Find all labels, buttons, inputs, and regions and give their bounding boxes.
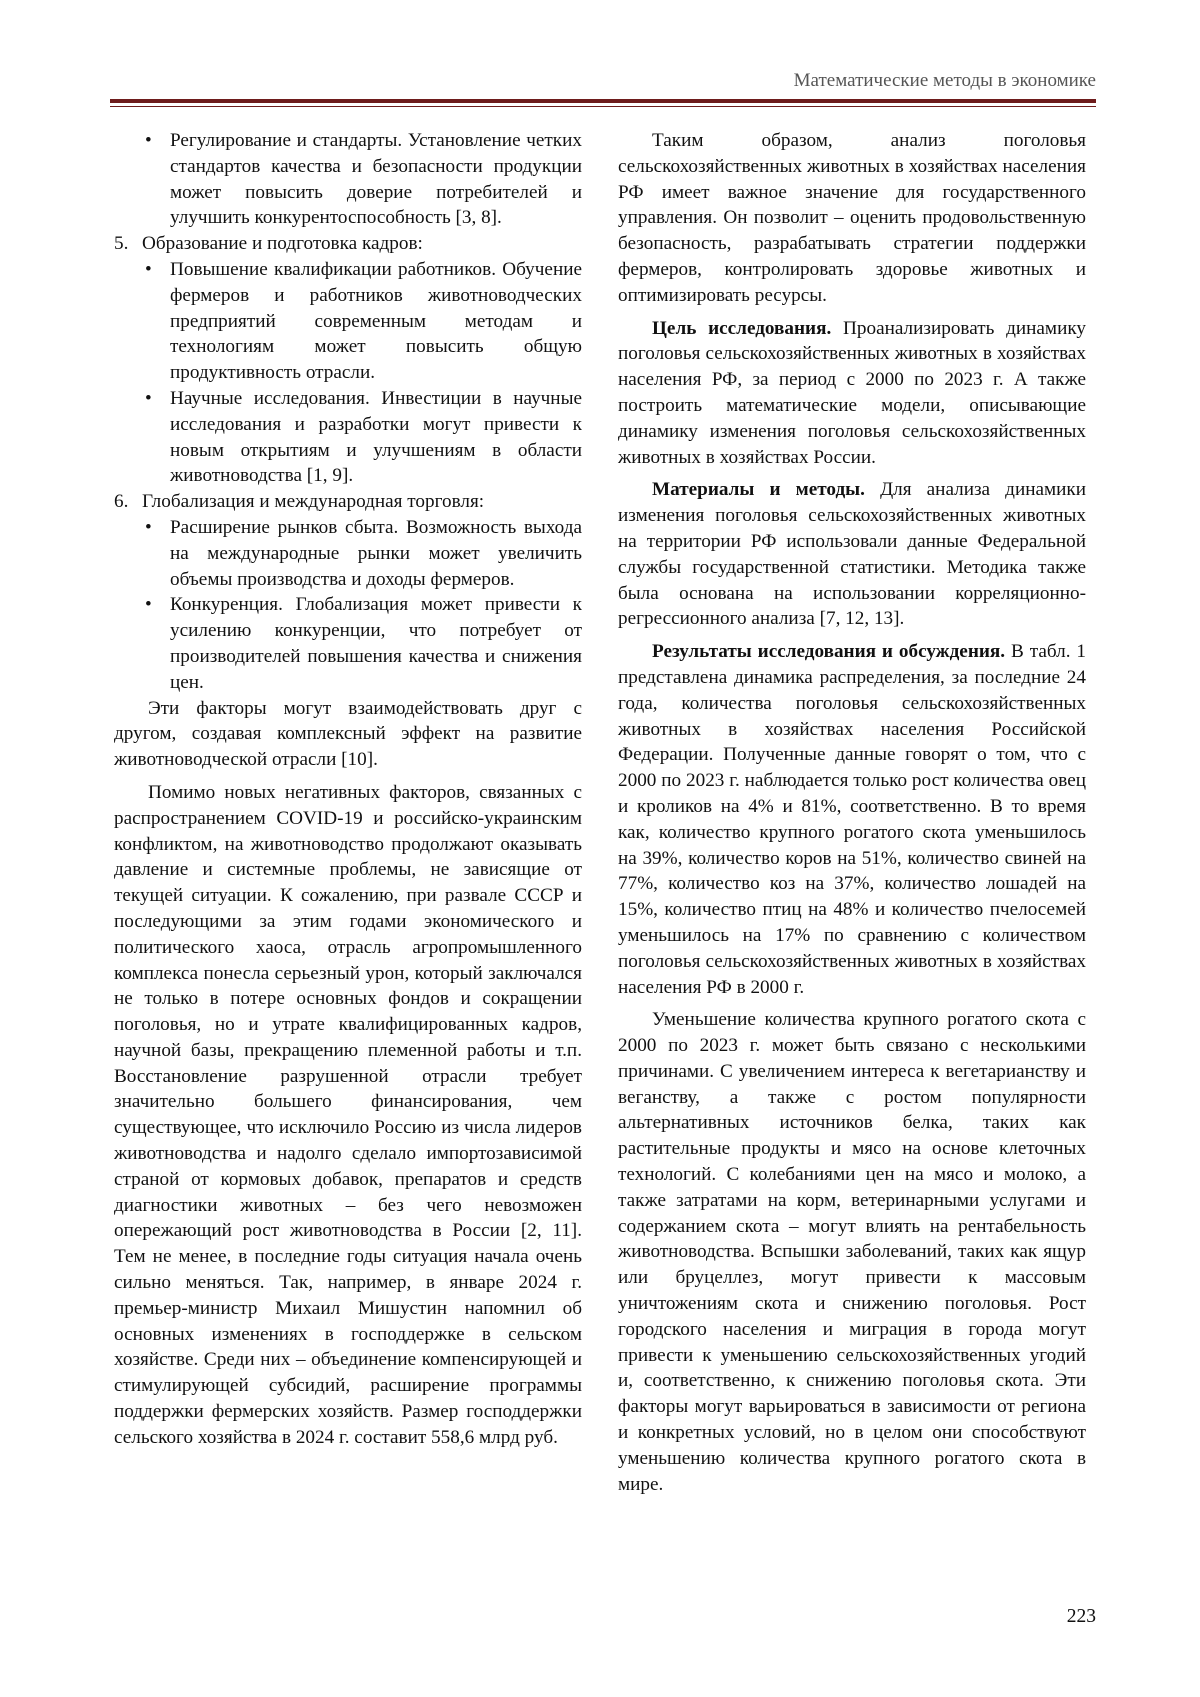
- item-title: Глобализация и международная торговля:: [142, 491, 485, 513]
- numbered-item-5: [114, 231, 582, 489]
- goal-text: Проанализировать динамику поголовья сельскохозяйственных животных в хозяйствах населения РФ, за период с 2000 по 2023 г. А также построить математические модели, описывающие динамику изменения поголовья сельскохозяйственных животных в хозяйствах России.: [618, 317, 1086, 468]
- left-column: [114, 128, 582, 1451]
- right-column: [618, 128, 1086, 1497]
- bullet-qualification: • Повышение квалификации работников. Обучение фермеров и работников животноводческих предприятий современным методам и технологиям может повысить общую продуктивность отрасли.: [170, 257, 582, 386]
- methods-text: Для анализа динамики изменения поголовья сельскохозяйственных животных на территории РФ использовали данные Федеральной службы государственной статистики. Методика также была основана на использовании корреляционно-регрессионного анализа [7, 12, 13].: [618, 479, 1086, 630]
- bullet-competition: • Конкуренция. Глобализация может привести к усилению конкуренции, что потребует от производителей повышения качества и снижения цен.: [170, 592, 582, 695]
- item-number: 6.: [114, 491, 129, 513]
- paragraph-methods: [618, 477, 1086, 632]
- results-heading: Результаты исследования и обсуждения.: [652, 641, 1006, 663]
- bullet-markets: • Расширение рынков сбыта. Возможность выхода на международные рынки может увеличить объемы производства и доходы фермеров.: [170, 515, 582, 592]
- numbered-item-6: [114, 489, 582, 695]
- methods-heading: Материалы и методы.: [652, 479, 865, 501]
- paragraph-results: [618, 639, 1086, 1000]
- page-number: 223: [1066, 1606, 1096, 1627]
- bullet-research: • Научные исследования. Инвестиции в научные исследования и разработки могут привести к новым открытиям и улучшениям в области животноводства [1, 9].: [170, 386, 582, 489]
- paragraph-importance: Таким образом, анализ поголовья сельскохозяйственных животных в хозяйствах населения РФ имеет важное значение для государственного управления. Он позволит – оценить продовольственную безопасность, разрабатывать стратегии поддержки фермеров, контролировать здоровье животных и оптимизировать ресурсы.: [618, 130, 1086, 306]
- header-rule-thick: [110, 99, 1096, 103]
- item5-bullets: [114, 257, 582, 489]
- paragraph-goal: [618, 316, 1086, 471]
- item6-bullets: [114, 515, 582, 696]
- header-rule-thin: [110, 106, 1096, 107]
- paragraph-factors: Эти факторы могут взаимодействовать друг с другом, создавая комплексный эффект на развитие животноводческой отрасли [10].: [114, 697, 582, 771]
- paragraph-systemic-problems: Помимо новых негативных факторов, связанных с распространением COVID-19 и российско-украинским конфликтом, на животноводство продолжают оказывать давление и системные проблемы, не зависящие от текущей ситуации. К сожалению, при развале СССР и последующими за этим годами экономического и политического хаоса, отрасль агропромышленного комплекса понесла серьезный урон, который заключался не только в потере основных фондов и сокращении поголовья, но и утрате квалифицированных кадров, научной базы, прекращению племенной работы и т.п. Восстановление разрушенной отрасли требует значительно большего финансирования, чем существующее, что исключило Россию из числа лидеров животноводства и надолго сделало импортозависимой страной от кормовых добавок, препаратов и средств диагностики животных – без чего невозможен опережающий рост животноводства в России [2, 11]. Тем не менее, в последние годы ситуация начала очень сильно меняться. Так, например, в январе 2024 г. премьер-министр Михаил Мишустин напомнил об основных изменениях в господдержке в сельском хозяйстве. Среди них – объединение компенсирующей и стимулирующей субсидий, расширение программы поддержки фермерских хозяйств. Размер господдержки сельского хозяйства в 2024 г. составит 558,6 млрд руб.: [114, 781, 582, 1448]
- bullet-regulation: • Регулирование и стандарты. Установление четких стандартов качества и безопасности продукции может повысить доверие потребителей и улучшить конкурентоспособность [3, 8].: [170, 128, 582, 231]
- goal-heading: Цель исследования.: [652, 317, 832, 339]
- paragraph-cattle-decline: Уменьшение количества крупного рогатого скота с 2000 по 2023 г. может быть связано с несколькими причинами. С увеличением интереса к вегетарианству и веганству, а также с ростом популярности альтернативных источников белка, таких как растительные продукты и мясо на основе клеточных технологий. С колебаниями цен на мясо и молоко, а также затратами на корм, ветеринарными услугами и содержанием скота – могут влиять на рентабельность животноводства. Вспышки заболеваний, таких как ящур или бруцеллез, могут привести к массовым уничтожениям скота и снижению поголовья. Рост городского населения и миграция в города могут привести к уменьшению сельскохозяйственных угодий и, соответственно, к снижению поголовья скота. Эти факторы могут варьироваться в зависимости от региона и конкретных условий, но в целом они способствуют уменьшению количества крупного рогатого скота в мире.: [618, 1009, 1086, 1495]
- results-text: В табл. 1 представлена динамика распределения, за последние 24 года, количества поголовья сельскохозяйственных животных в хозяйствах населения Российской Федерации. Полученные данные говорят о том, что с 2000 по 2023 г. наблюдается только рост количества овец и кроликов на 4% и 81%, соответственно. В то время как, количество крупного рогатого скота уменьшилось на 39%, количество коров на 51%, количество свиней на 77%, количество коз на 37%, количество лошадей на 15%, количество птиц на 48% и количество пчелосемей уменьшилось на 17% по сравнению с количеством поголовья сельскохозяйственных животных в хозяйствах населения РФ в 2000 г.: [618, 641, 1086, 998]
- running-title: Математические методы в экономике: [793, 70, 1096, 91]
- item-number: 5.: [114, 233, 129, 255]
- intro-bullet-list: [114, 128, 582, 231]
- item-title: Образование и подготовка кадров:: [142, 233, 423, 255]
